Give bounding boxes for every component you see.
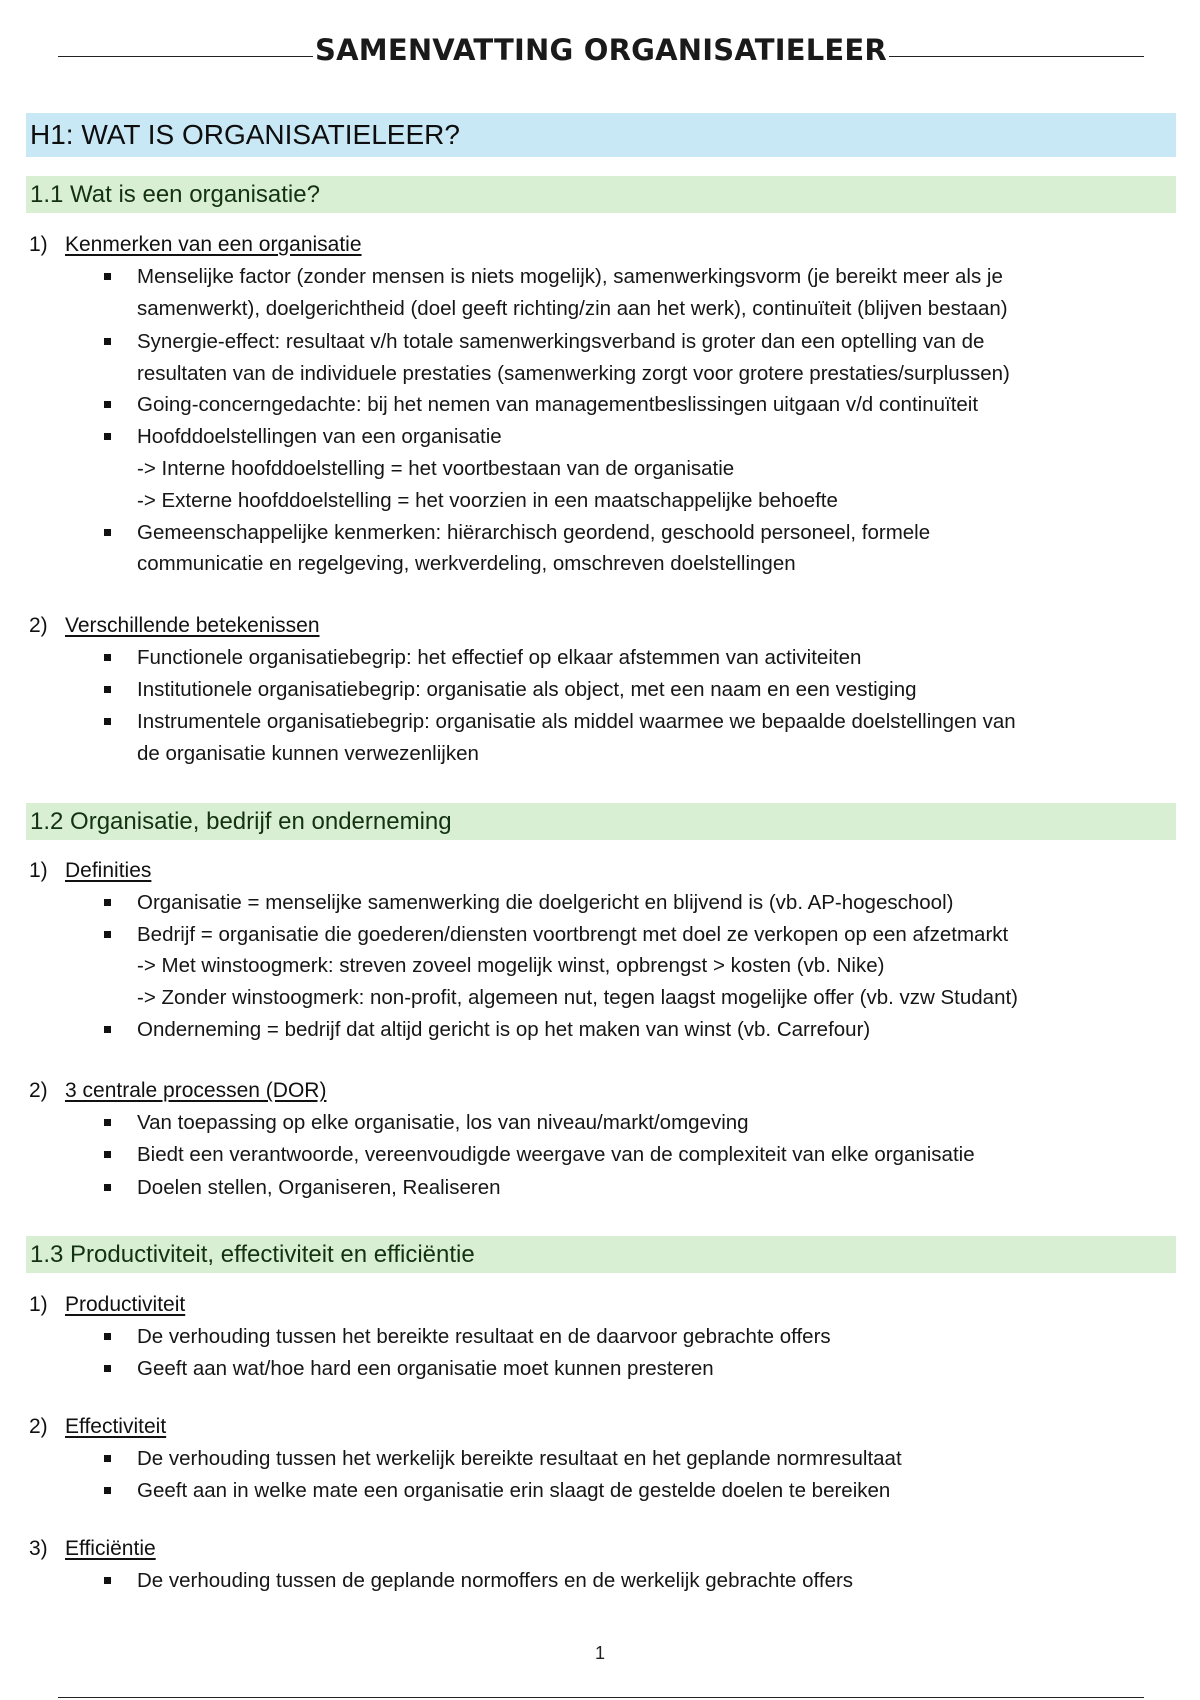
bullet-icon [104, 338, 111, 345]
page-number: 1 [594, 1643, 605, 1663]
bullet-line: De verhouding tussen het bereikte resultaat en de daarvoor gebrachte offers [137, 1325, 831, 1348]
bullet-line: -> Interne hoofddoelstelling = het voortbestaan van de organisatie [137, 457, 735, 480]
item-title: Definities [65, 859, 152, 882]
bullet-icon [104, 654, 111, 661]
item-number: 1) [29, 233, 48, 256]
item-title: Effectiviteit [65, 1415, 167, 1438]
item-number: 2) [29, 614, 48, 637]
item-number: 2) [29, 1415, 48, 1438]
bullet-line: -> Externe hoofddoelstelling = het voorzien in een maatschappelijke behoefte [137, 489, 838, 512]
bullet-line: Geeft aan wat/hoe hard een organisatie moet kunnen presteren [137, 1357, 714, 1380]
numbered-heading [29, 1413, 166, 1441]
numbered-heading [29, 1077, 326, 1105]
bullet-icon [104, 1184, 111, 1191]
item-title: 3 centrale processen (DOR) [65, 1079, 327, 1102]
bullet-icon [104, 433, 111, 440]
bullet-icon [104, 1026, 111, 1033]
bullet-line: Van toepassing op elke organisatie, los van niveau/markt/omgeving [137, 1111, 749, 1134]
bullet-line: -> Zonder winstoogmerk: non-profit, algemeen nut, tegen laagst mogelijke offer (vb. vzw Studant) [137, 986, 1019, 1009]
bullet-icon [104, 1577, 111, 1584]
numbered-heading [29, 857, 151, 885]
bullet-line: communicatie en regelgeving, werkverdeling, omschreven doelstellingen [137, 552, 796, 575]
bullet-icon [104, 686, 111, 693]
bullet-line: De verhouding tussen het werkelijk bereikte resultaat en het geplande normresultaat [137, 1447, 902, 1470]
section-heading: 1.1 Wat is een organisatie? [26, 176, 1176, 213]
item-number: 1) [29, 859, 48, 882]
item-number: 1) [29, 1293, 48, 1316]
numbered-heading [29, 612, 320, 640]
bullet-icon [104, 931, 111, 938]
bullet-icon [104, 1455, 111, 1462]
item-number: 3) [29, 1537, 48, 1560]
numbered-heading [29, 231, 362, 259]
bullet-line: -> Met winstoogmerk: streven zoveel mogelijk winst, opbrengst > kosten (vb. Nike) [137, 954, 885, 977]
bullet-line: Onderneming = bedrijf dat altijd gericht is op het maken van winst (vb. Carrefour) [137, 1018, 871, 1041]
bullet-line: Hoofddoelstellingen van een organisatie [137, 425, 502, 448]
bullet-line: De verhouding tussen de geplande normoffers en de werkelijk gebrachte offers [137, 1569, 854, 1592]
bullet-line: Synergie-effect: resultaat v/h totale samenwerkingsverband is groter dan een optelling van de [137, 330, 985, 353]
bullet-line: Geeft aan in welke mate een organisatie erin slaagt de gestelde doelen te bereiken [137, 1479, 891, 1502]
item-title: Kenmerken van een organisatie [65, 233, 362, 256]
bullet-line: Biedt een verantwoorde, vereenvoudigde weergave van de complexiteit van elke organisatie [137, 1143, 975, 1166]
bullet-icon [104, 899, 111, 906]
bullet-line: Going-concerngedachte: bij het nemen van managementbeslissingen uitgaan v/d continuïteit [137, 393, 979, 416]
bullet-icon [104, 273, 111, 280]
chapter-heading: H1: WAT IS ORGANISATIELEER? [26, 113, 1176, 157]
bullet-line: Bedrijf = organisatie die goederen/diensten voortbrengt met doel ze verkopen op een afzetmarkt [137, 923, 1009, 946]
numbered-heading [29, 1535, 156, 1563]
bullet-icon [104, 1333, 111, 1340]
bullet-line: Doelen stellen, Organiseren, Realiseren [137, 1176, 501, 1199]
item-title: Productiviteit [65, 1293, 186, 1316]
item-number: 2) [29, 1079, 48, 1102]
bullet-line: Gemeenschappelijke kenmerken: hiërarchisch geordend, geschoold personeel, formele [137, 521, 931, 544]
bullet-icon [104, 1365, 111, 1372]
document-title [58, 30, 1144, 70]
bullet-line: Functionele organisatiebegrip: het effectief op elkaar afstemmen van activiteiten [137, 646, 862, 669]
bullet-icon [104, 718, 111, 725]
bullet-icon [104, 1119, 111, 1126]
bullet-icon [104, 401, 111, 408]
bullet-line: resultaten van de individuele prestaties (samenwerking zorgt voor grotere prestaties/surplussen) [137, 362, 1010, 385]
item-title: Verschillende betekenissen [65, 614, 320, 637]
bullet-line: Instrumentele organisatiebegrip: organisatie als middel waarmee we bepaalde doelstellingen van [137, 710, 1016, 733]
bullet-line: de organisatie kunnen verwezenlijken [137, 742, 479, 765]
section-heading: 1.2 Organisatie, bedrijf en onderneming [26, 803, 1176, 840]
bullet-line: Organisatie = menselijke samenwerking die doelgericht en blijvend is (vb. AP-hogeschool) [137, 891, 954, 914]
bullet-icon [104, 1487, 111, 1494]
section-heading: 1.3 Productiviteit, effectiviteit en efficiëntie [26, 1236, 1176, 1273]
bullet-icon [104, 1151, 111, 1158]
bullet-line: Menselijke factor (zonder mensen is niets mogelijk), samenwerkingsvorm (je bereikt meer als je [137, 265, 1003, 288]
footer-rule [58, 1697, 1144, 1698]
document-title-text: SAMENVATTING ORGANISATIELEER [315, 33, 887, 67]
bullet-icon [104, 529, 111, 536]
numbered-heading [29, 1291, 185, 1319]
bullet-line: samenwerkt), doelgerichtheid (doel geeft richting/zin aan het werk), continuïteit (blijven bestaan) [137, 297, 1008, 320]
bullet-line: Institutionele organisatiebegrip: organisatie als object, met een naam en een vestiging [137, 678, 917, 701]
item-title: Efficiëntie [65, 1537, 156, 1560]
